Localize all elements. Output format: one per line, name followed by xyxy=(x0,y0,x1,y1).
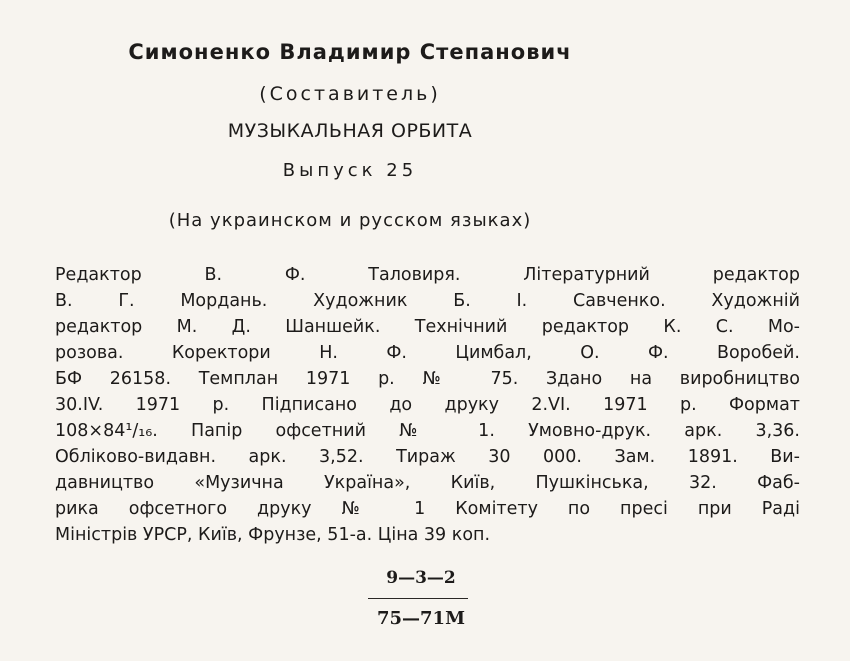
catalog-code-denominator-text: 75—71М xyxy=(376,608,466,629)
imprint-block xyxy=(55,262,800,548)
catalog-code-numerator-text: 9—3—2 xyxy=(386,568,456,588)
book-title: МУЗЫКАЛЬНАЯ ОРБИТА xyxy=(227,120,473,142)
imprint-line: 108×84¹/₁₆. Папір офсетний № 1. Умовно-друк. арк. 3,36. xyxy=(55,421,800,441)
catalog-code-denominator xyxy=(0,608,850,629)
imprint-line: давництво «Музична Україна», Київ, Пушкінська, 32. Фаб- xyxy=(55,473,800,493)
issue-number: Выпуск 25 xyxy=(282,160,418,181)
imprint-line: Редактор В. Ф. Таловиря. Літературний редактор xyxy=(55,265,800,285)
imprint-line: розова. Коректори Н. Ф. Цимбал, О. Ф. Воробей. xyxy=(55,343,800,363)
imprint-line: Міністрів УРСР, Київ, Фрунзе, 51-а. Ціна 39 коп. xyxy=(55,525,491,545)
imprint-line: Обліково-видавн. арк. 3,52. Тираж 30 000. Зам. 1891. Ви- xyxy=(55,447,800,467)
catalog-code-numerator xyxy=(0,568,850,588)
imprint-line: рика офсетного друку № 1 Комітету по пресі при Раді xyxy=(55,499,800,519)
imprint-line: БФ 26158. Темплан 1971 р. № 75. Здано на виробництво xyxy=(55,369,800,389)
languages-note: (На украинском и русском языках) xyxy=(168,210,532,231)
imprint-line: В. Г. Мордань. Художник Б. І. Савченко. Художній xyxy=(55,291,800,311)
author-name: Симоненко Владимир Степанович xyxy=(128,40,572,64)
fraction-divider xyxy=(368,598,468,599)
imprint-line: 30.IV. 1971 р. Підписано до друку 2.VI. 1971 р. Формат xyxy=(55,395,800,415)
compiler-note: (Составитель) xyxy=(259,83,441,105)
imprint-line: редактор М. Д. Шаншейк. Технічний редактор К. С. Мо- xyxy=(55,317,800,337)
